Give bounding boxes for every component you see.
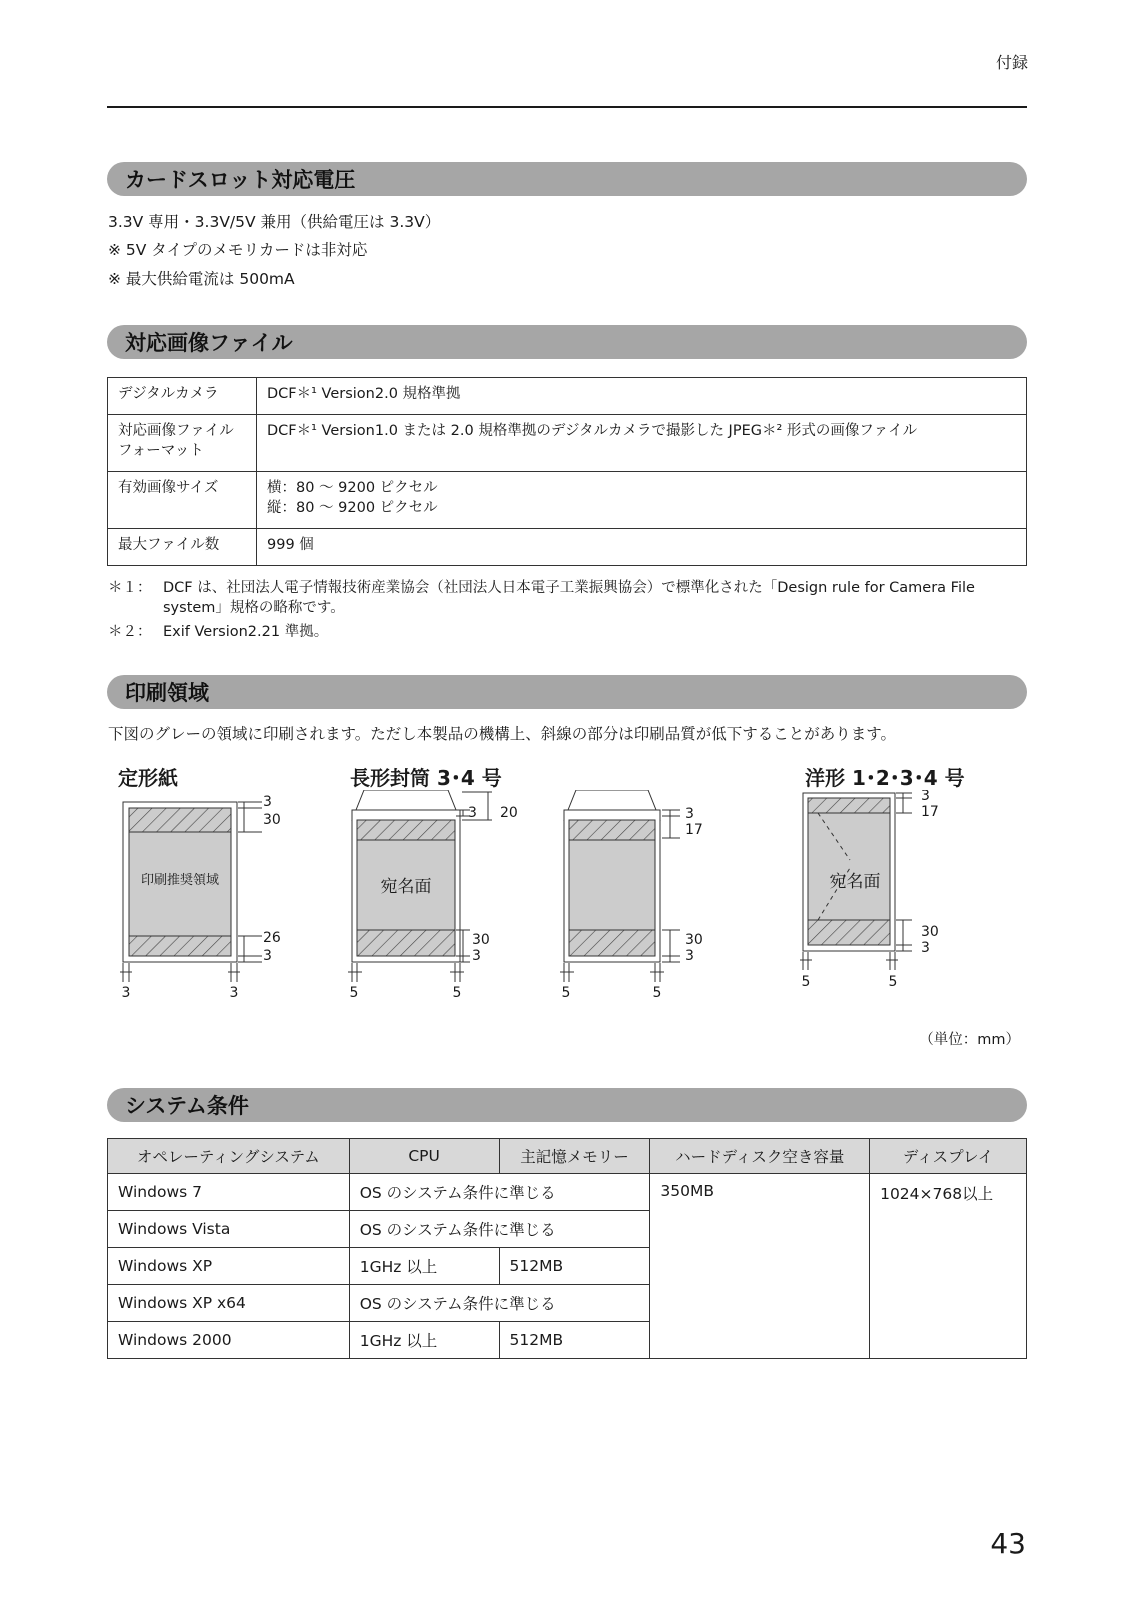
footnote-mark: ＊１：: [108, 580, 152, 596]
page-number: 43: [990, 1527, 1026, 1560]
os-cell: Windows Vista: [108, 1211, 350, 1248]
dim-label: 30: [472, 932, 490, 948]
disk-cell: 350MB: [650, 1174, 870, 1359]
table-value: DCF＊¹ Version1.0 または 2.0 規格準拠のデジタルカメラで撮影した JPEG＊² 形式の画像ファイル: [257, 415, 1027, 472]
table-row: [108, 1174, 1027, 1211]
section-bar-print-area: [107, 675, 1027, 709]
body-line: ※ 5V タイプのメモリカードは非対応: [108, 241, 368, 259]
dim-label: 5: [888, 974, 898, 990]
cpu-cell: 1GHz 以上: [349, 1322, 499, 1359]
cpu-memory-cell: OS のシステム条件に準じる: [349, 1174, 650, 1211]
table-key: 有効画像サイズ: [108, 472, 257, 529]
dim-label: 3: [263, 948, 272, 964]
dim-label: 17: [685, 822, 703, 838]
body-line: 3.3V 専用・3.3V/5V 兼用（供給電圧は 3.3V）: [108, 213, 441, 231]
footnote-text: Exif Version2.21 準拠。: [163, 624, 329, 640]
cpu-memory-cell: OS のシステム条件に準じる: [349, 1211, 650, 1248]
dim-label: 30: [263, 812, 281, 828]
table-value: 横：80 ～ 9200 ピクセル: [267, 480, 438, 496]
memory-cell: 512MB: [499, 1322, 650, 1359]
dim-label: 3: [921, 790, 930, 804]
diagram-inner-label: 宛名面: [829, 872, 881, 892]
dim-label: 3: [229, 985, 239, 1001]
column-header: オペレーティングシステム: [108, 1139, 350, 1174]
dim-label: 17: [921, 804, 939, 820]
diagram-heading-western-envelope: 洋形 1･2･3･4 号: [805, 766, 965, 790]
header-rule: [107, 106, 1027, 108]
dim-label: 3: [263, 794, 272, 810]
diagram-inner-label: 宛名面: [380, 877, 432, 897]
dim-label: 3: [921, 940, 930, 956]
diagram-heading-long-envelope: 長形封筒 3･4 号: [350, 766, 502, 790]
image-file-table: [107, 377, 1027, 566]
memory-cell: 512MB: [499, 1248, 650, 1285]
unit-label: （単位：mm）: [919, 1032, 1020, 1048]
section-title: システム条件: [125, 1094, 249, 1118]
section-bar-image-files: [107, 325, 1027, 359]
system-requirements-table: [107, 1138, 1027, 1359]
dim-label: 5: [652, 985, 662, 1001]
table-value-cell: [257, 472, 1027, 529]
diagram-heading-standard: 定形紙: [118, 766, 178, 790]
dim-label: 5: [349, 985, 359, 1001]
column-header: ディスプレイ: [870, 1139, 1027, 1174]
column-header: CPU: [349, 1139, 499, 1174]
footnote-mark: ＊２：: [108, 624, 152, 640]
table-value: 縦：80 ～ 9200 ピクセル: [267, 500, 438, 516]
dim-label: 20: [500, 805, 518, 821]
print-area-description: 下図のグレーの領域に印刷されます。ただし本製品の機構上、斜線の部分は印刷品質が低下することがあります。: [108, 725, 897, 743]
dim-label: 30: [921, 924, 939, 940]
standard-paper-diagram: [120, 802, 262, 982]
column-header: ハードディスク空き容量: [650, 1139, 870, 1174]
table-header-row: [108, 1139, 1027, 1174]
footnote-text: DCF は、社団法人電子情報技術産業協会（社団法人日本電子工業振興協会）で標準化された「Design rule for Camera File system」規格の略称です。: [163, 580, 975, 616]
header-label: 付録: [995, 53, 1028, 72]
section-bar-card-voltage: [107, 162, 1027, 196]
section-title: 対応画像ファイル: [125, 331, 293, 355]
dim-label: 30: [685, 932, 703, 948]
section-title: カードスロット対応電圧: [125, 168, 356, 192]
table-key: 最大ファイル数: [108, 529, 257, 566]
display-cell: 1024×768以上: [870, 1174, 1027, 1359]
cpu-cell: 1GHz 以上: [349, 1248, 499, 1285]
print-area-diagrams: [0, 790, 1132, 1010]
table-key: デジタルカメラ: [108, 378, 257, 415]
body-line: ※ 最大供給電流は 500mA: [108, 270, 295, 288]
dim-label: 5: [452, 985, 462, 1001]
table-value: 999 個: [257, 529, 1027, 566]
table-key: 対応画像ファイルフォーマット: [108, 415, 257, 472]
dim-label: 26: [263, 930, 281, 946]
column-header: 主記憶メモリー: [499, 1139, 650, 1174]
dim-label: 3: [472, 948, 481, 964]
os-cell: Windows XP x64: [108, 1285, 350, 1322]
section-title: 印刷領域: [125, 681, 209, 705]
os-cell: Windows 7: [108, 1174, 350, 1211]
dim-label: 5: [561, 985, 571, 1001]
cpu-memory-cell: OS のシステム条件に準じる: [349, 1285, 650, 1322]
dim-label: 3: [685, 948, 694, 964]
long-envelope-back-diagram: [560, 790, 680, 982]
section-bar-system: [107, 1088, 1027, 1122]
dim-label: 5: [801, 974, 811, 990]
os-cell: Windows 2000: [108, 1322, 350, 1359]
os-cell: Windows XP: [108, 1248, 350, 1285]
table-value: DCF＊¹ Version2.0 規格準拠: [257, 378, 1027, 415]
dim-label: 3: [685, 806, 694, 822]
diagram-inner-label: 印刷推奨領域: [140, 873, 220, 888]
dim-label: 3: [468, 805, 477, 821]
dim-label: 3: [121, 985, 131, 1001]
